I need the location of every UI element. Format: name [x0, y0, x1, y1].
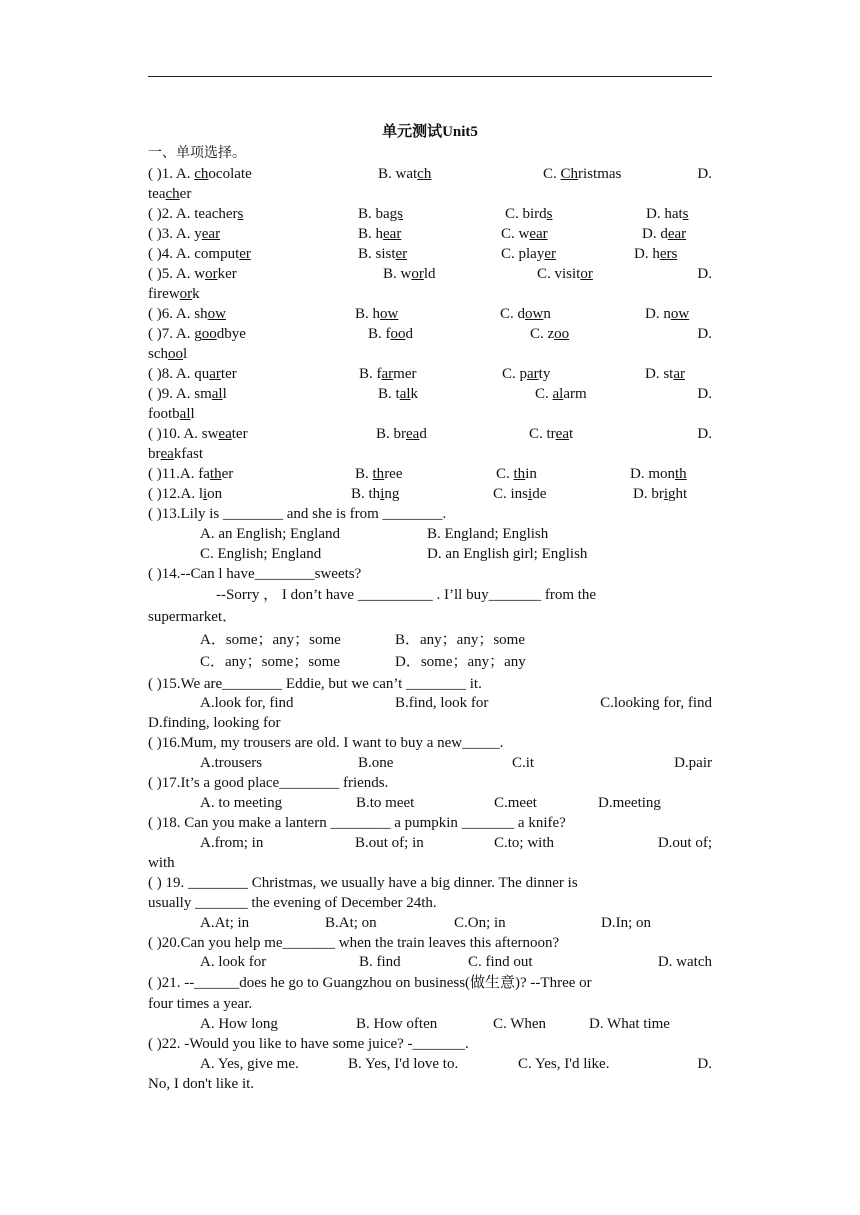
question-1: ( )1. A. chocolate B. watch C. Christmas D. [148, 166, 712, 182]
q1-option-b: B. wat [378, 166, 418, 182]
question-5-wrap: firework [148, 286, 200, 302]
question-19-options: A.At; in B.At; on C.On; in D.In; on [200, 915, 651, 931]
question-6: ( )6. A. show B. how C. down D. now [148, 306, 690, 322]
question-9-wrap: football [148, 406, 195, 422]
question-20-options: A. look for B. find C. find out D. watch [200, 954, 712, 970]
q1-option-c: C. [543, 166, 561, 182]
question-3: ( )3. A. year B. hear C. wear D. dear [148, 226, 687, 242]
q1-stem: ( )1. A. [148, 166, 195, 182]
question-1-wrap: teacher [148, 186, 192, 202]
question-14-line-2: --Sorry ， I don’t have __________ . I’ll buy_______ from the [216, 587, 597, 603]
question-19-line-2: usually _______ the evening of December 24th. [148, 895, 437, 911]
question-18: ( )18. Can you make a lantern ________ a pumpkin _______ a knife? [148, 815, 566, 831]
question-15-options: A.look for, find B.find, look for C.looking for, find [200, 695, 712, 711]
question-5: ( )5. A. worker B. world C. visitor D. [148, 266, 712, 282]
q1-option-d: D. [697, 166, 712, 182]
question-19: ( ) 19. ________ Christmas, we usually have a big dinner. The dinner is [148, 875, 578, 891]
question-17-options: A. to meeting B.to meet C.meet D.meeting [200, 795, 661, 811]
question-2: ( )2. A. teachers B. bags C. birds D. hats [148, 206, 689, 222]
question-22: ( )22. -Would you like to have some juice? -_______. [148, 1036, 469, 1052]
question-17: ( )17.It’s a good place________ friends. [148, 775, 389, 791]
question-11: ( )11.A. father B. three C. thin D. month [148, 466, 687, 482]
question-9: ( )9. A. small B. talk C. alarm D. [148, 386, 712, 402]
question-21-line-2: four times a year. [148, 996, 253, 1012]
page-title: 单元测试Unit5 [382, 124, 478, 140]
question-8: ( )8. A. quarter B. farmer C. party D. star [148, 366, 685, 382]
question-15: ( )15.We are________ Eddie, but we can’t ________ it. [148, 676, 482, 692]
question-22-options: A. Yes, give me. B. Yes, I'd love to. C. Yes, I'd like. D. [200, 1056, 712, 1072]
question-15-wrap: D.finding, looking for [148, 715, 281, 731]
question-12: ( )12.A. lion B. thing C. inside D. bright [148, 486, 688, 502]
question-21-options: A. How long B. How often C. When D. What time [200, 1016, 670, 1032]
question-13: ( )13.Lily is ________ and she is from ________. [148, 506, 447, 522]
question-4: ( )4. A. computer B. sister C. player D. hers [148, 246, 678, 262]
question-14-line-3: supermarket． [148, 609, 238, 625]
question-14-options-2: C．any；some；some D．some；any；any [200, 654, 526, 670]
question-18-wrap: with [148, 855, 175, 871]
question-21: ( )21. --______does he go to Guangzhou on business(做生意)? --Three or [148, 975, 592, 991]
question-18-options: A.from; in B.out of; in C.to; with D.out of; [200, 835, 712, 851]
question-10: ( )10. A. sweater B. bread C. treat D. [148, 426, 712, 442]
question-22-wrap: No, I don't like it. [148, 1076, 255, 1092]
question-20: ( )20.Can you help me_______ when the train leaves this afternoon? [148, 935, 560, 951]
header-rule [148, 76, 712, 77]
question-7-wrap: school [148, 346, 188, 362]
question-13-options-1: A. an English; England B. England; English [200, 526, 549, 542]
question-14-options-1: A．some；any；some B．any；any；some [200, 632, 525, 648]
question-16: ( )16.Mum, my trousers are old. I want to buy a new_____. [148, 735, 504, 751]
question-13-options-2: C. English; England D. an English girl; English [200, 546, 588, 562]
question-10-wrap: breakfast [148, 446, 203, 462]
question-14: ( )14.--Can l have________sweets? [148, 566, 362, 582]
question-16-options: A.trousers B.one C.it D.pair [200, 755, 712, 771]
question-7: ( )7. A. goodbye B. food C. zoo D. [148, 326, 712, 342]
section-heading: 一、单项选择。 [148, 145, 246, 161]
